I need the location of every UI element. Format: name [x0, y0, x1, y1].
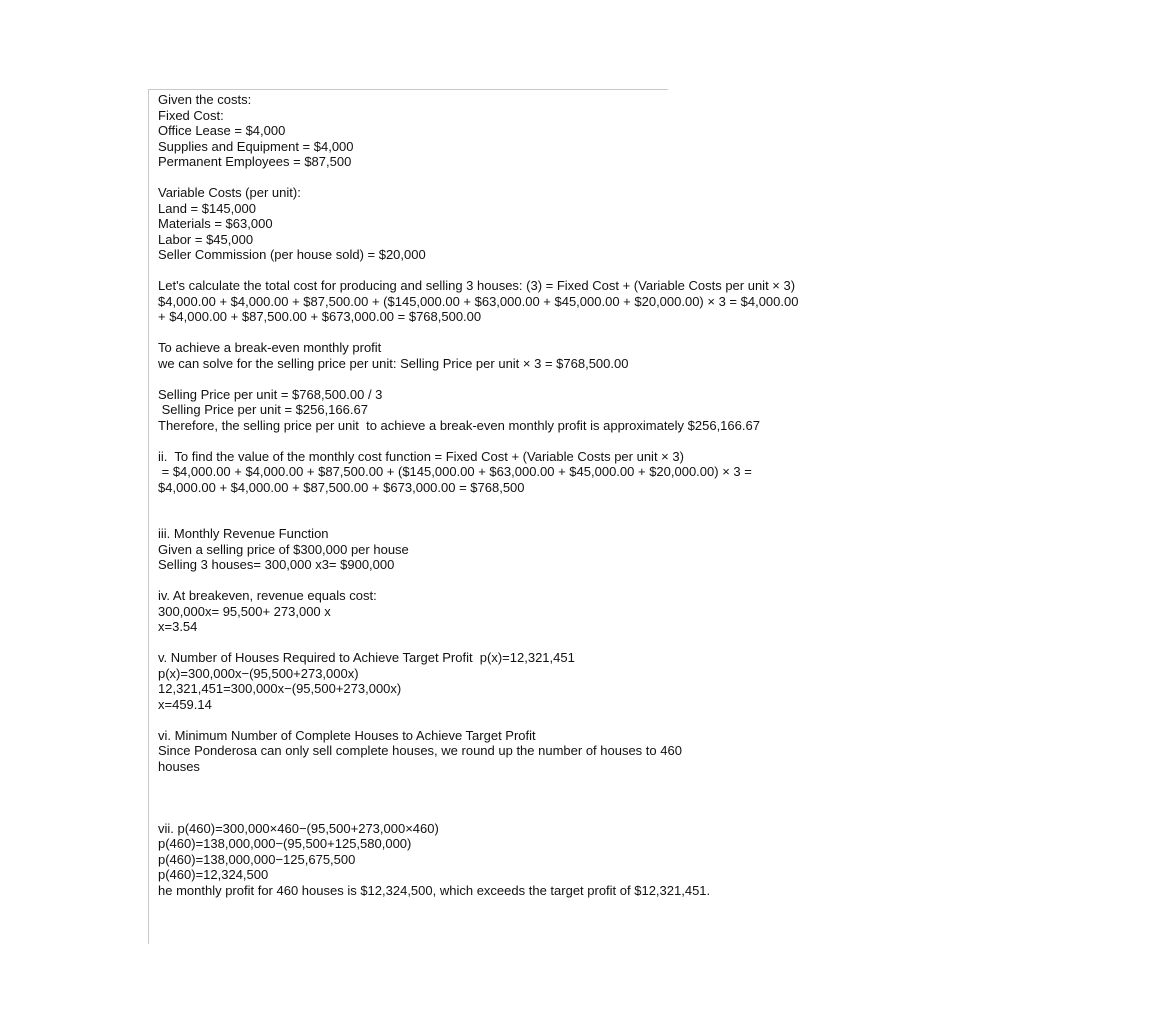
employees-line: Permanent Employees = $87,500	[158, 154, 352, 169]
spacer	[158, 325, 1158, 341]
profit-function: p(x)=300,000x−(95,500+273,000x)	[158, 665, 359, 681]
spacer	[158, 263, 1158, 279]
total-cost-line-2: $4,000.00 + $4,000.00 + $87,500.00 + ($145,000.00 + $63,000.00 + $45,000.00 + $20,000.00) × 3 = $4,000.00	[158, 293, 799, 309]
fixed-cost-heading: Fixed Cost:	[158, 107, 224, 123]
document-body	[158, 92, 1158, 898]
commission-line: Seller Commission (per house sold) = $20,000	[158, 247, 426, 262]
p460-line-4: p(460)=12,324,500	[158, 867, 269, 882]
cost-function-line-1: ii. To find the value of the monthly cost function = Fixed Cost + (Variable Costs per unit × 3)	[158, 448, 684, 464]
min-houses-line-3: houses	[158, 758, 200, 774]
total-cost-line-1: Let's calculate the total cost for producing and selling 3 houses: (3) = Fixed Cost + (Variable Costs per unit × 3)	[158, 278, 796, 293]
revenue-line-3: Selling 3 houses= 300,000 x3= $900,000	[158, 557, 395, 572]
revenue-line-2: Given a selling price of $300,000 per house	[158, 541, 409, 557]
variable-costs-heading: Variable Costs (per unit):	[158, 185, 301, 200]
cost-function-line-2: = $4,000.00 + $4,000.00 + $87,500.00 + ($145,000.00 + $63,000.00 + $45,000.00 + $20,000.00) × 3 =	[158, 464, 752, 479]
total-cost-line-3: + $4,000.00 + $87,500.00 + $673,000.00 = $768,500.00	[158, 309, 482, 324]
revenue-function-heading: iii. Monthly Revenue Function	[158, 526, 329, 541]
price-line-1: Selling Price per unit = $768,500.00 / 3	[158, 386, 383, 402]
p460-line-1: vii. p(460)=300,000×460−(95,500+273,000×460)	[158, 820, 439, 836]
spacer	[158, 635, 1158, 651]
cost-function-line-3: $4,000.00 + $4,000.00 + $87,500.00 + $673,000.00 = $768,500	[158, 479, 525, 495]
p460-line-2: p(460)=138,000,000−(95,500+125,580,000)	[158, 836, 412, 851]
target-profit-heading: v. Number of Houses Required to Achieve Target Profit p(x)=12,321,451	[158, 650, 575, 665]
supplies-line: Supplies and Equipment = $4,000	[158, 138, 354, 154]
breakeven-line-2: we can solve for the selling price per unit: Selling Price per unit × 3 = $768,500.00	[158, 355, 629, 371]
materials-line: Materials = $63,000	[158, 216, 273, 231]
spacer	[158, 712, 1158, 728]
document-page	[148, 89, 799, 944]
labor-line: Labor = $45,000	[158, 231, 254, 247]
min-houses-line-2: Since Ponderosa can only sell complete houses, we round up the number of houses to 460	[158, 743, 682, 758]
profit-equation: 12,321,451=300,000x−(95,500+273,000x)	[158, 681, 402, 696]
p460-conclusion: he monthly profit for 460 houses is $12,324,500, which exceeds the target profit of $12,321,451.	[158, 882, 711, 898]
breakeven-result: x=3.54	[158, 619, 198, 634]
spacer	[158, 371, 1158, 387]
spacer	[158, 433, 1158, 449]
spacer	[158, 170, 1158, 186]
spacer	[158, 573, 1158, 589]
profit-result: x=459.14	[158, 696, 212, 712]
land-line: Land = $145,000	[158, 200, 256, 216]
price-line-2: Selling Price per unit = $256,166.67	[158, 402, 368, 417]
office-lease-line: Office Lease = $4,000	[158, 123, 286, 138]
breakeven-line-1: To achieve a break-even monthly profit	[158, 340, 382, 355]
min-houses-heading: vi. Minimum Number of Complete Houses to Achieve Target Profit	[158, 727, 536, 743]
p460-line-3: p(460)=138,000,000−125,675,500	[158, 851, 356, 867]
spacer	[158, 495, 1158, 526]
spacer	[158, 774, 1158, 821]
price-line-3: Therefore, the selling price per unit to achieve a break-even monthly profit is approximately $256,166.67	[158, 417, 760, 433]
given-costs-heading: Given the costs:	[158, 92, 252, 107]
breakeven-equation: 300,000x= 95,500+ 273,000 x	[158, 603, 331, 619]
breakeven-heading: iv. At breakeven, revenue equals cost:	[158, 588, 377, 603]
